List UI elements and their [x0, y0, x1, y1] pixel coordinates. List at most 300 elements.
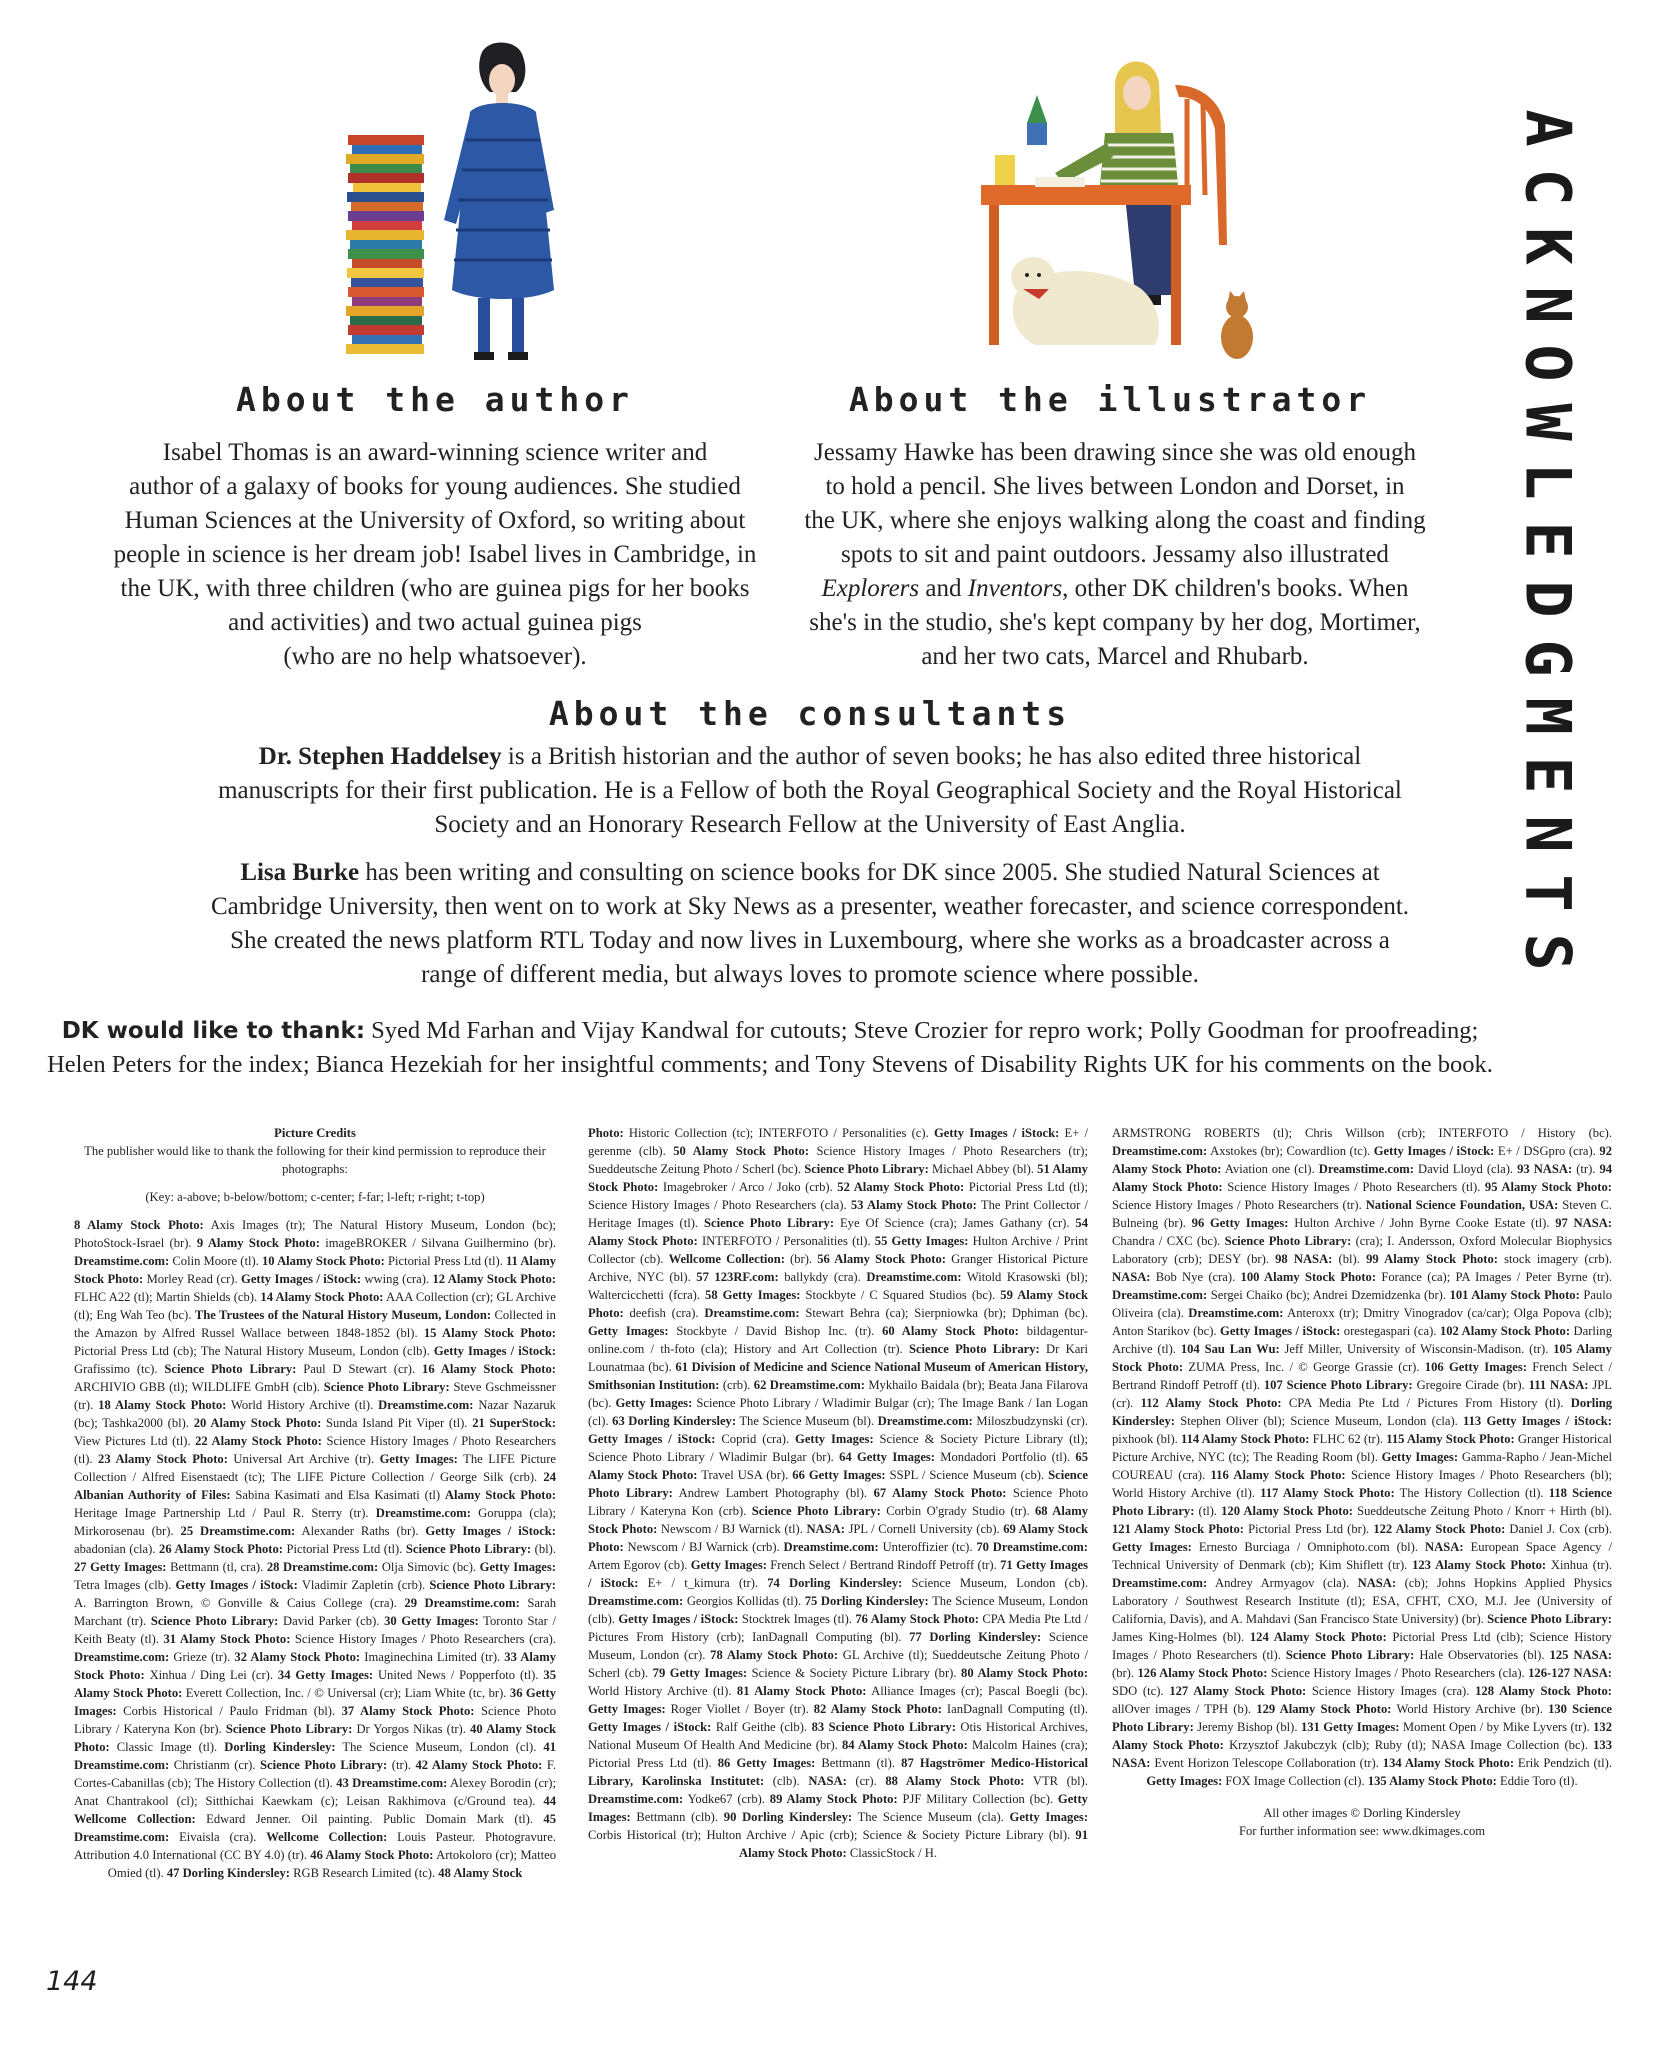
credit-source: 116 Alamy Stock Photo:: [1210, 1468, 1346, 1482]
credit-detail: Sueddeutsche Zeitung Photo / Knorr + Hirth (bl).: [1353, 1504, 1612, 1518]
credit-detail: JPL (cr).: [1112, 1378, 1612, 1410]
credit-source: NASA:: [808, 1774, 847, 1788]
credit-detail: Bettmann (tl, cra).: [166, 1560, 267, 1574]
credit-detail: Science History Images / Photo Researchers (cla).: [1267, 1666, 1529, 1680]
credit-source: Getty Images:: [588, 1324, 669, 1338]
credit-source: Dreamstime.com:: [1318, 1162, 1414, 1176]
credit-source: Science Photo Library:: [429, 1578, 556, 1592]
credit-source: 84 Alamy Stock Photo:: [842, 1738, 968, 1752]
credit-detail: Pictorial Press Ltd (tl).: [282, 1542, 406, 1556]
credit-detail: Unteroffizier (tc).: [878, 1540, 977, 1554]
credit-detail: Sunda Island Pit Viper (tl).: [321, 1416, 473, 1430]
credit-detail: Event Horizon Telescope Collaboration (tr).: [1150, 1756, 1383, 1770]
credit-source: Dreamstime.com:: [74, 1254, 170, 1268]
credit-detail: The Science Museum, London (cl).: [335, 1740, 544, 1754]
author-bio-line: people in science is her dream job! Isabel lives in Cambridge, in: [113, 541, 757, 568]
credit-detail: World History Archive (br).: [1391, 1702, 1549, 1716]
credit-detail: Aviation one (cl).: [1221, 1162, 1319, 1176]
credit-detail: Stephen Oliver (bl); Science Museum, London (cla).: [1174, 1414, 1464, 1428]
credit-detail: CPA Media Pte Ltd / Pictures From History (crb); IanDagnall Computing (bl).: [588, 1612, 1088, 1644]
thanks-line: [30, 1014, 1510, 1048]
credit-detail: Jeff Miller, University of Wisconsin-Madison. (tr).: [1279, 1342, 1554, 1356]
credit-source: Science Photo Library:: [704, 1216, 835, 1230]
credit-source: Science Photo Library:: [1224, 1234, 1352, 1248]
illustrator-bio-line: to hold a pencil. She lives between London and Dorset, in: [825, 473, 1405, 500]
credit-detail: Science Museum, London (cr).: [588, 1630, 1089, 1662]
credit-source: Getty Images:: [1009, 1810, 1089, 1824]
credit-detail: Sabina Kasimati and Elsa Kasimati (tl): [230, 1488, 445, 1502]
credit-detail: (bl).: [531, 1542, 556, 1556]
credit-detail: Science History Images / Photo Researchers (tl).: [1222, 1180, 1485, 1194]
credit-detail: Xinhua / Ding Lei (cr).: [144, 1668, 278, 1682]
credit-source: 54 Alamy Stock Photo:: [588, 1216, 1088, 1248]
credit-detail: INTERFOTO / Personalities (tl).: [697, 1234, 875, 1248]
credit-source: Dreamstime.com:: [375, 1506, 471, 1520]
credit-source: Science Photo Library:: [588, 1468, 1088, 1500]
credit-source: 82 Alamy Stock Photo:: [813, 1702, 942, 1716]
credit-source: Getty Images:: [479, 1560, 556, 1574]
credit-source: 27 Getty Images:: [74, 1560, 167, 1574]
credit-detail: Science History Images / Photo Researchers (bl); World History Archive (tl).: [1112, 1468, 1613, 1500]
credit-source: 124 Alamy Stock Photo:: [1249, 1630, 1387, 1644]
about-consultants-heading: About the consultants: [548, 694, 1072, 733]
credit-detail: Classic Image (tl).: [109, 1740, 225, 1754]
credit-detail: FLHC A22 (tl); Martin Shields (cb).: [74, 1290, 261, 1304]
credit-source: Dreamstime.com:: [378, 1398, 474, 1412]
credit-source: 26 Alamy Stock Photo:: [159, 1542, 283, 1556]
credit-detail: Ralf Geithe (clb).: [711, 1720, 812, 1734]
consultant-line: Society and an Honorary Research Fellow at the University of East Anglia.: [434, 811, 1186, 838]
credit-source: 50 Alamy Stock Photo:: [673, 1144, 810, 1158]
credit-source: Science Photo Library:: [908, 1342, 1040, 1356]
credit-source: Getty Images / iStock:: [588, 1432, 716, 1446]
credit-detail: Vladimir Zapletin (crb).: [297, 1578, 430, 1592]
consultant-line: Cambridge University, then went on to work at Sky News as a presenter, weather forecaster, and science correspondent.: [210, 893, 1410, 920]
credit-source: 43 Dreamstime.com:: [336, 1776, 448, 1790]
credit-detail: Eddie Toro (tl).: [1496, 1774, 1578, 1788]
credit-detail: Edward Jenner. Oil painting. Public Domain Mark (tl).: [195, 1812, 544, 1826]
dk-thanks: [30, 1014, 1510, 1082]
credit-source: Science Photo Library:: [260, 1758, 388, 1772]
credit-source: 128 Alamy Stock Photo:: [1475, 1684, 1612, 1698]
credit-detail: Georgios Kollidas (tl).: [683, 1594, 805, 1608]
credit-detail: The Science Museum (cla).: [852, 1810, 1010, 1824]
book-stack: [346, 135, 424, 354]
credit-detail: Miloszbudzynski (cr).: [972, 1414, 1088, 1428]
credit-detail: Newscom / BJ Warnick (tl).: [657, 1522, 807, 1536]
credits-text: [74, 1216, 556, 1882]
credit-detail: Nazar Nazaruk (bc); Tashka2000 (bl).: [74, 1398, 556, 1430]
credit-detail: Malcolm Haines (cra); Pictorial Press Ltd (tl).: [588, 1738, 1089, 1770]
acknowledgments-title: [1478, 100, 1618, 980]
credit-detail: Olja Simovic (bc).: [378, 1560, 480, 1574]
credit-detail: Bob Nye (cra).: [1150, 1270, 1241, 1284]
credit-source: 23 Alamy Stock Photo:: [98, 1452, 228, 1466]
consultant-text: has been writing and consulting on science books for DK since 2005. She studied Natural Sciences at: [359, 859, 1380, 886]
thanks-text: Syed Md Farhan and Vijay Kandwal for cutouts; Steve Crozier for repro work; Polly Goodman for proofreading;: [365, 1017, 1479, 1044]
credit-source: 117 Alamy Stock Photo:: [1260, 1486, 1395, 1500]
credit-detail: (cra); I. Andersson, Oxford Molecular Biophysics Laboratory (crb); DESY (br).: [1112, 1234, 1612, 1266]
credit-detail: Alexander Raths (br).: [295, 1524, 426, 1538]
credit-detail: Historic Collection (tc); INTERFOTO / Personalities (c).: [623, 1126, 934, 1140]
credit-detail: Science Photo Library / Kateryna Kon (crb).: [588, 1486, 1088, 1518]
page-number: 144: [46, 1966, 98, 1997]
credit-source: 74 Dorling Kindersley:: [767, 1576, 903, 1590]
credits-text: [1112, 1124, 1612, 1790]
credit-detail: Paul D Stewart (cr).: [296, 1362, 423, 1376]
credit-source: 97 NASA:: [1555, 1216, 1612, 1230]
title-letter: N: [1511, 815, 1585, 853]
book-title: Explorers: [821, 575, 920, 602]
consultant-line: She created the news platform RTL Today and now lives in Luxembourg, where she works as a broadcaster across a: [230, 927, 1390, 954]
credit-detail: Goruppa (cla); Mirkorosenau (br).: [74, 1506, 556, 1538]
credit-detail: Dr Kari Lounatmaa (bc).: [588, 1342, 1088, 1374]
credit-source: 134 Alamy Stock Photo:: [1382, 1756, 1515, 1770]
credit-detail: Pictorial Press Ltd (cb); The Natural History Museum, London (clb).: [74, 1344, 434, 1358]
credit-detail: Coprid (cra).: [715, 1432, 796, 1446]
credit-detail: (tl).: [1194, 1504, 1222, 1518]
credit-source: 53 Alamy Stock Photo:: [850, 1198, 977, 1212]
book-title: Inventors: [967, 575, 1063, 602]
credit-detail: CPA Media Pte Ltd / Pictures From History (tl).: [1281, 1396, 1571, 1410]
credit-source: 56 Alamy Stock Photo:: [817, 1252, 946, 1266]
author-bio-line: Human Sciences at the University of Oxford, so writing about: [124, 507, 746, 534]
illustrator-bio-line: the UK, where she enjoys walking along the coast and finding: [804, 507, 1426, 534]
credit-detail: E+ / gerenme (clb).: [588, 1126, 1089, 1158]
credit-detail: The Science Museum (bl).: [736, 1414, 878, 1428]
credit-source: 123 Alamy Stock Photo:: [1412, 1558, 1547, 1572]
credit-source: Wellcome Collection:: [266, 1830, 388, 1844]
credit-detail: Imaginechina Limited (tr).: [360, 1650, 505, 1664]
credit-detail: Stockbyte / C Squared Studios (bc).: [800, 1288, 1001, 1302]
title-letter: E: [1511, 521, 1585, 559]
credit-detail: IanDagnall Computing (tl).: [941, 1702, 1089, 1716]
credit-detail: bildagentur-online.com / th-foto (cla); History and Art Collection (tr).: [588, 1324, 1088, 1356]
credit-detail: United News / Popperfoto (tl).: [373, 1668, 544, 1682]
credit-source: 66 Getty Images:: [792, 1468, 886, 1482]
title-letter: E: [1511, 756, 1585, 794]
credit-source: 126-127 NASA:: [1528, 1666, 1612, 1680]
credit-source: 48 Alamy Stock: [438, 1866, 523, 1880]
credit-detail: Science History Images / Photo Researchers (tl).: [74, 1434, 556, 1466]
credit-source: 76 Alamy Stock Photo:: [855, 1612, 979, 1626]
credit-detail: Steve Gschmeissner (tr).: [74, 1380, 556, 1412]
credit-source: 55 Getty Images:: [874, 1234, 969, 1248]
author-bio-line: author of a galaxy of books for young audiences. She studied: [129, 473, 741, 500]
credits-key: (Key: a-above; b-below/bottom; c-center; f-far; l-left; r-right; t-top): [145, 1190, 485, 1204]
credit-detail: orestegaspari (ca).: [1340, 1324, 1440, 1338]
credit-source: Getty Images:: [1381, 1450, 1459, 1464]
credit-detail: (br).: [1112, 1666, 1138, 1680]
credit-source: Getty Images / iStock:: [241, 1272, 362, 1286]
credit-source: 29 Dreamstime.com:: [404, 1596, 520, 1610]
credit-source: 35 Alamy Stock Photo:: [74, 1668, 556, 1700]
credit-detail: (crb).: [719, 1378, 754, 1392]
credit-detail: Alliance Images (cr); Pascal Boegli (bc).: [866, 1684, 1088, 1698]
credit-source: 89 Alamy Stock Photo:: [769, 1792, 898, 1806]
credit-source: 100 Alamy Stock Photo:: [1240, 1270, 1377, 1284]
credit-detail: Anteroxx (tr); Dmitry Vinogradov (ca/car); Olga Popova (clb); Anton Starikov (bc).: [1112, 1306, 1612, 1338]
author-bio: [100, 436, 770, 674]
credit-detail: ARCHIVIO GBB (tl); WILDLIFE GmbH (clb).: [74, 1380, 324, 1394]
credit-detail: French Select / Bertrand Rindoff Petroff (tr).: [766, 1558, 1001, 1572]
credit-detail: abadonian (cla).: [74, 1542, 160, 1556]
credit-source: 115 Alamy Stock Photo:: [1386, 1432, 1515, 1446]
credit-detail: Pictorial Press Ltd (tl).: [384, 1254, 506, 1268]
credit-detail: James King-Holmes (bl).: [1112, 1630, 1250, 1644]
credit-source: 44 Wellcome Collection:: [74, 1794, 556, 1826]
consultant-burke: [40, 856, 1585, 992]
credit-source: 59 Alamy Stock Photo:: [588, 1288, 1088, 1320]
credit-detail: stock imagery (crb).: [1497, 1252, 1612, 1266]
credit-detail: SSPL / Science Museum (cb).: [885, 1468, 1049, 1482]
credit-source: 18 Alamy Stock Photo:: [98, 1398, 227, 1412]
credit-source: Dorling Kindersley:: [1112, 1396, 1613, 1428]
consultant-haddelsey: [40, 740, 1585, 842]
credit-source: 24 Albanian Authority of Files:: [74, 1470, 556, 1502]
credit-detail: Hulton Archive / John Byrne Cooke Estate (tl).: [1288, 1216, 1556, 1230]
title-letter: K: [1511, 227, 1585, 265]
credit-detail: JPL / Cornell University (cb).: [844, 1522, 1004, 1536]
credit-source: Getty Images:: [1112, 1540, 1192, 1554]
credit-detail: Erik Pendzich (tl).: [1514, 1756, 1612, 1770]
credit-source: 99 Alamy Stock Photo:: [1366, 1252, 1498, 1266]
credit-source: 8 Alamy Stock Photo:: [74, 1218, 204, 1232]
credit-source: 94 Alamy Stock Photo:: [1112, 1162, 1613, 1194]
conjunction: and: [919, 575, 968, 602]
credit-detail: Alexey Borodin (cr); Anat Chantrakool (cl); Sitthichai Kaewkam (c); Leisan Rakhimova (c/Ground tea).: [74, 1776, 556, 1808]
credit-detail: Axstokes (br); Cowardlion (tc).: [1207, 1144, 1374, 1158]
credit-detail: Mykhailo Baidala (br); Beata Jana Filarova (bc).: [588, 1378, 1088, 1410]
credit-source: 77 Dorling Kindersley:: [909, 1630, 1042, 1644]
credit-source: 10 Alamy Stock Photo:: [262, 1254, 385, 1268]
credit-detail: Science History Images (cra).: [1306, 1684, 1476, 1698]
credit-source: 112 Alamy Stock Photo:: [1140, 1396, 1282, 1410]
credit-detail: Science Photo Library / Kateryna Kon (br).: [74, 1704, 557, 1736]
credit-detail: The Science Museum, London (clb).: [588, 1594, 1089, 1626]
credit-detail: wwing (cra).: [361, 1272, 433, 1286]
credit-source: 40 Alamy Stock Photo:: [74, 1722, 556, 1754]
credit-source: 62 Dreamstime.com:: [753, 1378, 865, 1392]
credit-source: 22 Alamy Stock Photo:: [195, 1434, 322, 1448]
credit-source: Science Photo Library:: [1285, 1648, 1415, 1662]
credit-source: The Trustees of the Natural History Museum, London:: [194, 1308, 492, 1322]
credit-source: 33 Alamy Stock Photo:: [74, 1650, 557, 1682]
credit-source: Science Photo Library:: [164, 1362, 297, 1376]
credit-source: Dreamstime.com:: [1112, 1288, 1208, 1302]
title-letter: T: [1511, 874, 1585, 912]
credit-detail: E+ / DSGpro (cra).: [1494, 1144, 1600, 1158]
credit-source: Science Photo Library:: [1487, 1612, 1612, 1626]
credit-source: 131 Getty Images:: [1300, 1720, 1400, 1734]
cat: [1221, 291, 1253, 359]
credit-source: 16 Alamy Stock Photo:: [422, 1362, 556, 1376]
credit-detail: Corbis Historical / Paulo Fridman (bl).: [116, 1704, 342, 1718]
consultant-name: Lisa Burke: [240, 859, 360, 886]
credit-detail: Pictorial Press Ltd (clb); Science History Images / Photo Researchers (tl).: [1112, 1630, 1612, 1662]
credit-source: 34 Getty Images:: [277, 1668, 374, 1682]
credit-detail: Science History Images / Photo Researchers (tr).: [1112, 1198, 1366, 1212]
credit-detail: Andrew Lambert Photography (bl).: [672, 1486, 874, 1500]
consultant-line: range of different media, but always loves to promote science where possible.: [421, 961, 1199, 988]
credit-detail: Pictorial Press Ltd (br).: [1243, 1522, 1374, 1536]
credit-detail: Artem Egorov (cb).: [588, 1558, 691, 1572]
credit-detail: (tr).: [1572, 1162, 1600, 1176]
credit-detail: Chandra / CXC (bc).: [1112, 1234, 1225, 1248]
credit-detail: Gamma-Rapho / Jean-Michel COUREAU (cra).: [1112, 1450, 1612, 1482]
credit-source: Getty Images:: [690, 1558, 767, 1572]
credit-source: 133 NASA:: [1112, 1738, 1612, 1770]
credit-source: Getty Images / iStock:: [175, 1578, 298, 1592]
credit-detail: The Print Collector / Heritage Images (tl).: [588, 1198, 1088, 1230]
credit-detail: Paulo Oliveira (cla).: [1112, 1288, 1613, 1320]
credit-detail: (bl).: [1332, 1252, 1367, 1266]
credit-source: 118 Science Photo Library:: [1112, 1486, 1613, 1518]
credit-detail: Stocktrek Images (tl).: [738, 1612, 856, 1626]
credit-source: 12 Alamy Stock Photo:: [432, 1272, 556, 1286]
credit-source: 51 Alamy Stock Photo:: [588, 1162, 1088, 1194]
credit-detail: Dr Yorgos Nikas (tr).: [352, 1722, 471, 1736]
credit-source: Getty Images:: [795, 1432, 874, 1446]
credit-detail: Science Photo Library / Wladimir Bulgar (cr); The Image Bank / Ian Logan (cl).: [588, 1396, 1088, 1428]
credit-source: Alamy Stock Photo:: [444, 1488, 556, 1502]
picture-credits-col-3: [1112, 1124, 1612, 1840]
credit-detail: David Lloyd (cla).: [1413, 1162, 1518, 1176]
credit-source: 45 Dreamstime.com:: [74, 1812, 556, 1844]
credit-detail: (clb).: [764, 1774, 809, 1788]
credit-detail: AAA Collection (cr); GL Archive (tl); Eng Wah Teo (bc).: [74, 1290, 556, 1322]
credit-source: 68 Alamy Stock Photo:: [588, 1504, 1088, 1536]
credit-source: Getty Images / iStock:: [933, 1126, 1060, 1140]
credit-detail: FOX Image Collection (cl).: [1222, 1774, 1368, 1788]
credit-source: 87 Hagströmer Medico-Historical Library, Karolinska Institutet:: [588, 1756, 1088, 1788]
credit-source: 95 Alamy Stock Photo:: [1484, 1180, 1612, 1194]
consultant-line: [40, 740, 1580, 774]
credit-detail: Corbis Historical (tr); Hulton Archive / Apic (crb); Science & Society Picture Library (bl).: [588, 1828, 1076, 1842]
credit-source: Dreamstime.com:: [588, 1594, 684, 1608]
line-rest: , other DK children's books. When: [1062, 575, 1409, 602]
credit-detail: Steven C. Bulneing (br).: [1112, 1198, 1613, 1230]
credit-detail: Science & Society Picture Library (tl); Science Photo Library / Wladimir Bulgar (br).: [588, 1432, 1088, 1464]
credit-detail: Eye Of Science (cra); James Gathany (cr).: [834, 1216, 1076, 1230]
credit-source: 31 Alamy Stock Photo:: [163, 1632, 291, 1646]
title-letter: A: [1511, 109, 1585, 147]
credit-source: 30 Getty Images:: [384, 1614, 479, 1628]
credit-detail: Heritage Image Partnership Ltd / Paul R. Sterry (tr).: [74, 1506, 376, 1520]
consultant-line: manuscripts for their first publication. He is a Fellow of both the Royal Geographical Society and the Royal Historical: [218, 777, 1402, 804]
credit-source: 14 Alamy Stock Photo:: [260, 1290, 384, 1304]
credit-detail: Stockbyte / David Bishop Inc. (tr).: [668, 1324, 883, 1338]
illustrator-bio-line: spots to sit and paint outdoors. Jessamy also illustrated: [841, 541, 1389, 568]
credit-source: NASA:: [806, 1522, 845, 1536]
illustrator-illustration: [975, 45, 1275, 375]
credit-source: 114 Alamy Stock Photo:: [1180, 1432, 1310, 1446]
credit-source: 52 Alamy Stock Photo:: [837, 1180, 965, 1194]
credit-detail: Mondadori Portfolio (tl).: [935, 1450, 1076, 1464]
credit-detail: Grieze (tr).: [169, 1650, 235, 1664]
thanks-line: Helen Peters for the index; Bianca Hezekiah for her insightful comments; and Tony Stevens of Disability Rights UK for his comments on the book.: [47, 1051, 1493, 1078]
credit-detail: Corbin O'grady Studio (tr).: [880, 1504, 1035, 1518]
credit-source: 64 Getty Images:: [839, 1450, 935, 1464]
credit-detail: deefish (cra).: [623, 1306, 705, 1320]
credit-source: 79 Getty Images:: [652, 1666, 748, 1680]
credit-source: 21 SuperStock:: [472, 1416, 556, 1430]
credit-source: 70 Dreamstime.com:: [976, 1540, 1088, 1554]
credit-source: 78 Alamy Stock Photo:: [710, 1648, 838, 1662]
credit-source: 32 Alamy Stock Photo:: [234, 1650, 361, 1664]
illustrator-bio-line: and her two cats, Marcel and Rhubarb.: [921, 643, 1309, 670]
credit-detail: Yodke67 (crb).: [683, 1792, 770, 1806]
credit-source: 92 Alamy Stock Photo:: [1112, 1144, 1612, 1176]
credit-detail: Bettmann (clb).: [630, 1810, 724, 1824]
credit-detail: Axis Images (tr); The Natural History Museum, London (bc); PhotoStock-Israel (br).: [74, 1218, 557, 1250]
credit-detail: View Pictures Ltd (tl).: [74, 1434, 196, 1448]
credit-source: Getty Images / iStock:: [588, 1720, 712, 1734]
credit-detail: (tr).: [387, 1758, 416, 1772]
author-bio-line: the UK, with three children (who are guinea pigs for her books: [120, 575, 750, 602]
credit-detail: Science History Images / Photo Researchers (cra).: [290, 1632, 556, 1646]
title-letter: O: [1511, 344, 1585, 383]
title-letter: L: [1511, 462, 1585, 500]
author-bio-line: (who are no help whatsoever).: [283, 643, 587, 670]
credit-detail: Artokoloro (cr); Matteo Omied (tl).: [107, 1848, 556, 1880]
credit-detail: Science & Society Picture Library (br).: [747, 1666, 962, 1680]
credit-detail: PJF Military Collection (bc).: [897, 1792, 1058, 1806]
credit-detail: E+ / t_kimura (tr).: [638, 1576, 768, 1590]
credit-source: Getty Images / iStock:: [433, 1344, 556, 1358]
credit-detail: SDO (tc).: [1112, 1684, 1170, 1698]
credit-source: 93 NASA:: [1517, 1162, 1573, 1176]
credit-source: 69 Alamy Stock Photo:: [588, 1522, 1089, 1554]
credit-detail: The LIFE Picture Collection / Alfred Eisenstaedt (tc); The LIFE Picture Collection / George Silk (crb).: [74, 1452, 556, 1484]
consultant-text: is a British historian and the author of seven books; he has also edited three historical: [501, 743, 1362, 770]
credit-source: 104 Sau Lan Wu:: [1180, 1342, 1280, 1356]
credit-source: NASA:: [1357, 1576, 1397, 1590]
credit-source: Dreamstime.com:: [74, 1650, 170, 1664]
illustrator-bio-line: Jessamy Hawke has been drawing since she was old enough: [814, 439, 1416, 466]
credit-source: 91 Alamy Stock Photo:: [738, 1828, 1088, 1860]
credit-detail: Granger Historical Picture Archive, NYC (bl).: [588, 1252, 1089, 1284]
credit-detail: F. Cortes-Cabanillas (cb); The History Collection (tl).: [74, 1758, 556, 1790]
credit-source: 98 NASA:: [1275, 1252, 1333, 1266]
credit-source: 90 Dorling Kindersley:: [723, 1810, 853, 1824]
credit-source: 101 Alamy Stock Photo:: [1449, 1288, 1580, 1302]
credit-source: 132 Alamy Stock Photo:: [1112, 1720, 1612, 1752]
credit-source: 125 NASA:: [1549, 1648, 1612, 1662]
credit-detail: allOver images / TPH (b).: [1112, 1702, 1257, 1716]
title-letter: N: [1511, 285, 1585, 324]
credit-detail: ballykdy (cra).: [778, 1270, 867, 1284]
credit-detail: Sarah Marchant (tr).: [74, 1596, 556, 1628]
credit-source: Dreamstime.com:: [588, 1792, 684, 1806]
credit-source: 122 Alamy Stock Photo:: [1373, 1522, 1506, 1536]
credit-detail: ClassicStock / H.: [846, 1846, 937, 1860]
credit-source: NASA:: [1425, 1540, 1464, 1554]
credit-detail: Witold Krasowski (bl); Waltercicchetti (fcra).: [588, 1270, 1088, 1302]
credit-source: Getty Images:: [588, 1702, 666, 1716]
credit-source: Dreamstime.com:: [1188, 1306, 1284, 1320]
credit-detail: Darling Archive (tl).: [1112, 1324, 1612, 1356]
credit-source: 106 Getty Images:: [1424, 1360, 1527, 1374]
credit-source: 46 Alamy Stock Photo:: [310, 1848, 434, 1862]
credit-detail: Tetra Images (clb).: [74, 1578, 176, 1592]
credit-detail: FLHC 62 (tr).: [1309, 1432, 1387, 1446]
credit-source: 102 Alamy Stock Photo:: [1439, 1324, 1571, 1338]
more-info-note: For further information see: www.dkimages.com: [1238, 1824, 1486, 1838]
title-letter: S: [1511, 933, 1585, 971]
credit-detail: Eivaisla (cra).: [169, 1830, 267, 1844]
credit-detail: Ernesto Burciaga / Omniphoto.com (bl).: [1191, 1540, 1426, 1554]
